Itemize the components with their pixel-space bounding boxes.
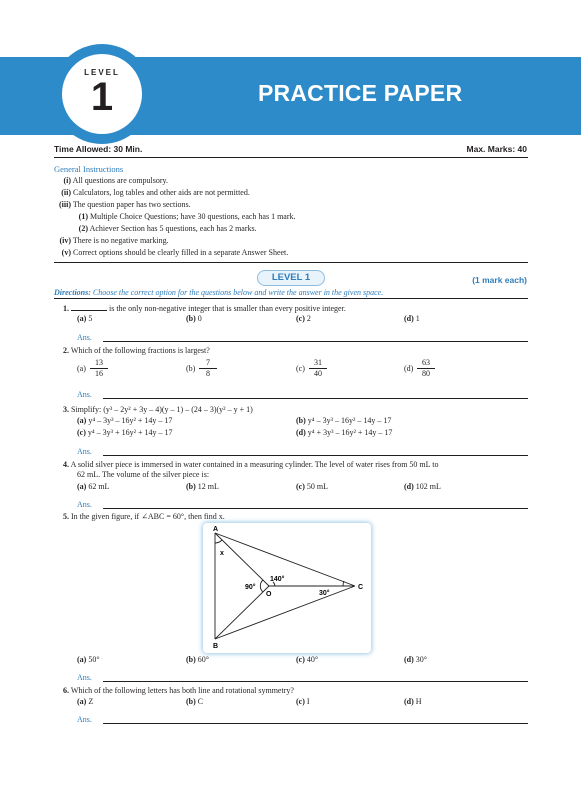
q1-option-d: (d) 1 — [404, 314, 420, 323]
q4-option-c: (c) 50 mL — [296, 482, 328, 491]
q5-option-a: (a) 50° — [77, 655, 100, 664]
instruction-item: (v) Correct options should be clearly filled in a separate Answer Sheet. — [61, 248, 289, 257]
directions-divider — [54, 298, 528, 299]
q3-answer-line[interactable] — [103, 455, 528, 456]
q6-option-c: (c) I — [296, 697, 310, 706]
fill-blank — [71, 303, 107, 311]
q2-answer-label: Ans. — [77, 390, 92, 399]
q1-option-c: (c) 2 — [296, 314, 311, 323]
q5-answer-line[interactable] — [103, 681, 528, 682]
directions — [54, 288, 383, 297]
instruction-item: (iv) There is no negative marking. — [59, 236, 169, 245]
meta-divider — [54, 157, 528, 158]
question-4: 4. A solid silver piece is immersed in water contained in a measuring cylinder. The level of water rises from 50 mL to — [63, 460, 439, 469]
instruction-item: (ii) Calculators, log tables and other aids are not permitted. — [61, 188, 250, 197]
q4-option-d: (d) 102 mL — [404, 482, 441, 491]
q2-option-d-label: (d) — [404, 364, 414, 373]
label-b: B — [213, 643, 219, 650]
q6-option-a: (a) Z — [77, 697, 94, 706]
q2-option-c-label: (c) — [296, 364, 305, 373]
q1-option-a: (a) 5 — [77, 314, 93, 323]
q4-option-a: (a) 62 mL — [77, 482, 110, 491]
question-2: 2. Which of the following fractions is largest? — [63, 346, 210, 355]
q5-answer-label: Ans. — [77, 673, 92, 682]
q2-answer-line[interactable] — [103, 398, 528, 399]
side-bc — [215, 586, 355, 639]
directions-label: Directions: — [54, 288, 91, 297]
q1-answer-label: Ans. — [77, 333, 92, 342]
label-a: A — [213, 526, 219, 533]
q5-option-b: (b) 60° — [186, 655, 209, 664]
instruction-item: (i) All questions are compulsory. — [63, 176, 169, 185]
q1-option-b: (b) 0 — [186, 314, 202, 323]
question-6: 6. Which of the following letters has both line and rotational symmetry? — [63, 686, 294, 695]
q3-option-c: (c) y⁴ – 3y³ + 16y² + 14y – 17 — [77, 428, 173, 437]
q6-answer-label: Ans. — [77, 715, 92, 724]
q6-option-d: (d) H — [404, 697, 422, 706]
segment-ao — [215, 533, 269, 586]
level-badge-label: LEVEL — [84, 68, 120, 77]
label-angle-x: x — [220, 550, 224, 557]
q3-option-b: (b) y⁴ – 3y³ – 16y² – 14y – 17 — [296, 416, 392, 425]
q4-answer-line[interactable] — [103, 508, 528, 509]
angle-x-arc — [215, 540, 222, 543]
q2-option-b-fraction: $\frac{7}{8}$ — [199, 358, 217, 379]
q5-option-d: (d) 30° — [404, 655, 427, 664]
instruction-subitem: (2) Achiever Section has 5 questions, each has 2 marks. — [78, 224, 257, 233]
instructions-title: General Instructions — [54, 164, 124, 174]
q3-option-a: (a) y⁴ – 3y³ – 16y² + 14y – 17 — [77, 416, 173, 425]
section-level-label: LEVEL 1 — [257, 270, 325, 286]
q6-option-b: (b) C — [186, 697, 204, 706]
q6-answer-line[interactable] — [103, 723, 528, 724]
triangle-diagram — [203, 523, 371, 653]
marks-each-label: (1 mark each) — [472, 275, 527, 285]
level-badge — [62, 54, 142, 134]
q2-option-c-fraction: $\frac{31}{40}$ — [309, 358, 327, 379]
question-1: 1. is the only non-negative integer that is smaller than every positive integer. — [63, 304, 346, 313]
instruction-subitem: (1) Multiple Choice Questions; have 30 questions, each has 1 mark. — [78, 212, 296, 221]
question-5: 5. In the given figure, if ∠ABC = 60°, then find x. — [63, 512, 225, 521]
page-title: PRACTICE PAPER — [258, 80, 463, 106]
q2-option-a-fraction: $\frac{13}{16}$ — [90, 358, 108, 379]
label-angle-140: 140° — [270, 576, 285, 583]
geometry-figure — [203, 523, 371, 653]
directions-text: Choose the correct option for the questions below and write the answer in the given space. — [92, 288, 384, 297]
max-marks: Max. Marks: 40 — [466, 144, 527, 154]
segment-bo — [215, 586, 269, 639]
question-3: 3. Simplify: (y³ – 2y² + 3y – 4)(y – 1) – (24 – 3)(y² – y + 1) — [63, 405, 253, 414]
q1-answer-line[interactable] — [103, 341, 528, 342]
side-ac — [215, 533, 355, 586]
q4-option-b: (b) 12 mL — [186, 482, 219, 491]
instruction-item: (iii) The question paper has two sections. — [59, 200, 191, 209]
angle-90-arc — [260, 580, 263, 592]
question-4-continued: 62 mL. The volume of the silver piece is: — [77, 470, 210, 479]
q2-option-d-fraction: $\frac{63}{80}$ — [417, 358, 435, 379]
q3-answer-label: Ans. — [77, 447, 92, 456]
label-o: O — [266, 591, 272, 598]
label-angle-90: 90° — [245, 584, 256, 591]
level-badge-number: 1 — [90, 75, 114, 119]
q4-answer-label: Ans. — [77, 500, 92, 509]
q5-option-c: (c) 40° — [296, 655, 319, 664]
label-angle-30: 30° — [319, 590, 330, 597]
label-c: C — [358, 584, 364, 591]
q3-option-d: (d) y⁴ + 3y³ – 16y² + 14y – 17 — [296, 428, 393, 437]
time-allowed: Time Allowed: 30 Min. — [54, 144, 143, 154]
instructions-divider — [54, 262, 528, 263]
q2-option-b-label: (b) — [186, 364, 196, 373]
q2-option-a-label: (a) — [77, 364, 86, 373]
